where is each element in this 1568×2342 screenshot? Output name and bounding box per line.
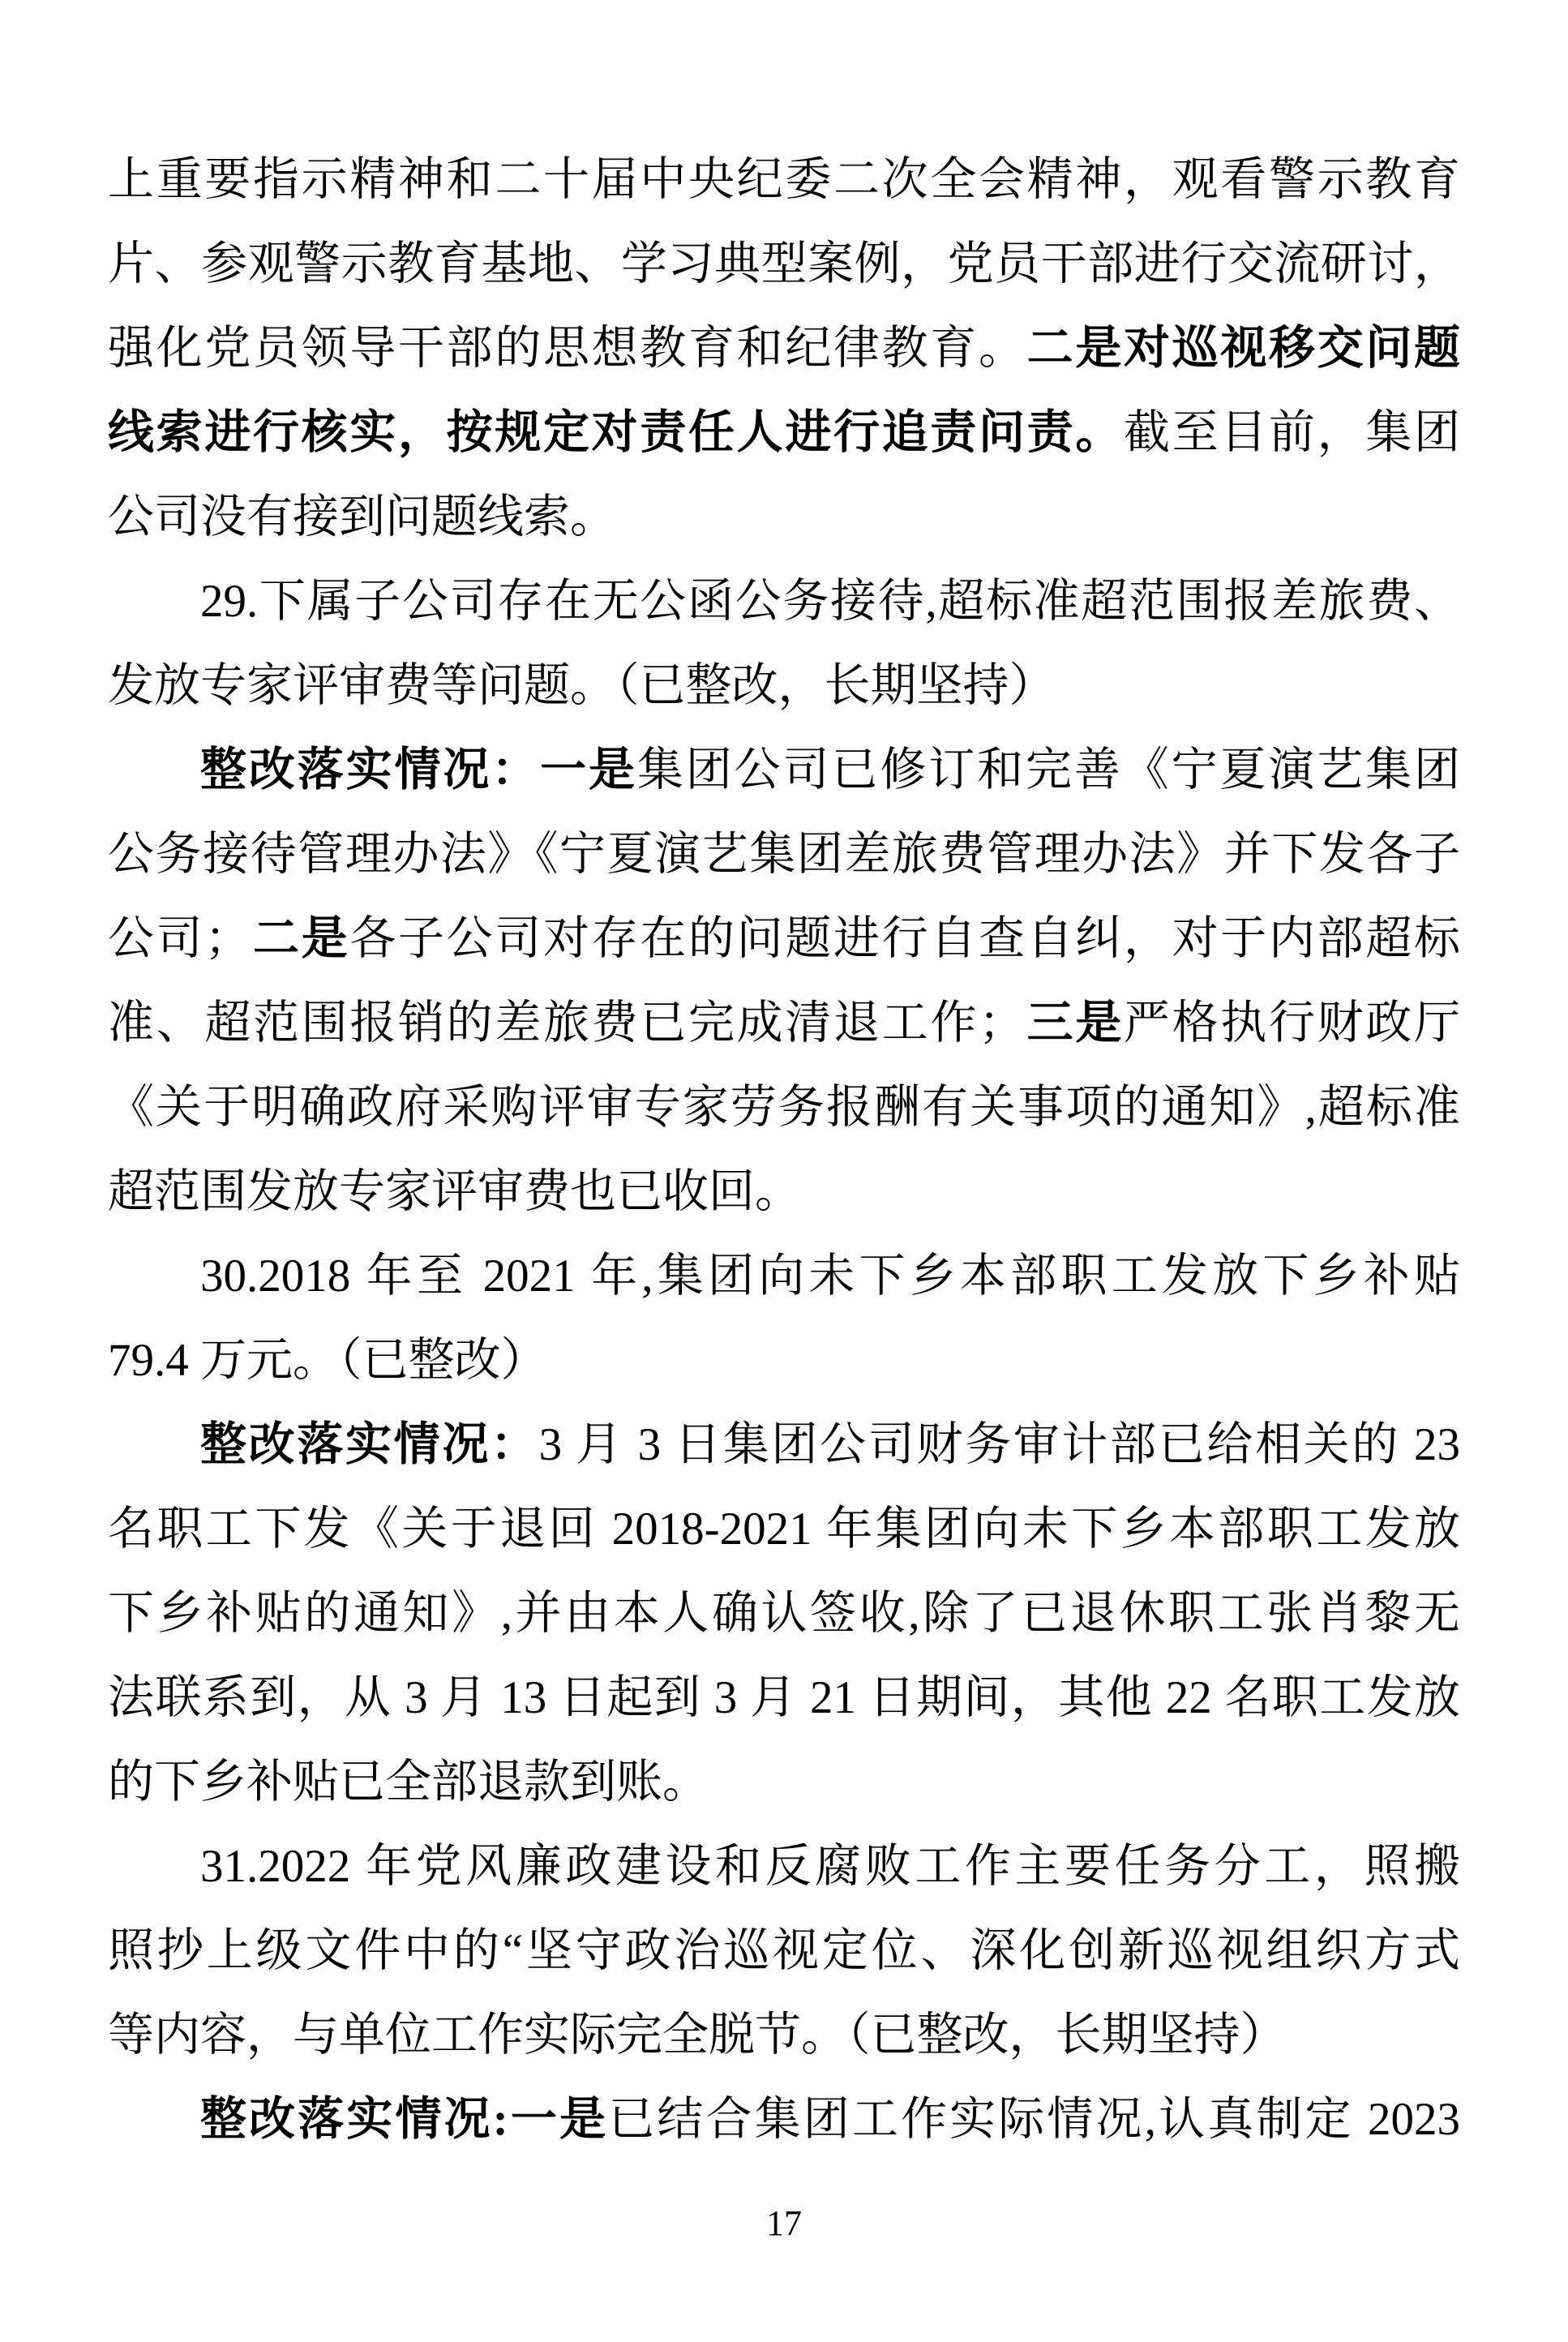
text-segment: 照抄上级文件中的“坚守政治巡视定位、深化创新巡视组织方式	[108, 1925, 1460, 1976]
text-segment: 79.4 万元。（已整改）	[108, 1335, 547, 1386]
text-segment: 上重要指示精神和二十届中央纪委二次全会精神，观看警示教育	[108, 154, 1460, 205]
text-segment-bold: 二是	[251, 913, 350, 964]
text-segment: 强化党员领导干部的思想教育和纪律教育。	[108, 323, 1027, 374]
text-segment: 集团公司已修订和完善《宁夏演艺集团	[636, 744, 1461, 796]
text-line-rectification	[108, 728, 1460, 813]
text-line	[108, 813, 1460, 897]
text-segment: 等内容，与单位工作实际完全脱节。（已整改，长期坚持）	[108, 2010, 1287, 2061]
text-segment-bold: 整改落实情况：	[200, 1419, 539, 1470]
text-segment: 公司没有接到问题线索。	[108, 491, 616, 543]
text-line	[108, 307, 1460, 391]
text-segment: 的下乡补贴已全部退款到账。	[108, 1756, 709, 1808]
text-line	[108, 981, 1460, 1066]
text-line-rectification	[108, 2078, 1460, 2162]
text-segment: 3 月 3 日集团公司财务审计部已给相关的 23	[538, 1419, 1461, 1470]
text-segment: 截至目前，集团	[1124, 407, 1460, 458]
text-line-item-31	[108, 1825, 1460, 1909]
text-segment: 名职工下发《关于退回 2018-2021 年集团向未下乡本部职工发放	[108, 1503, 1460, 1555]
text-segment-bold: 线索进行核实，按规定对责任人进行追责问责。	[108, 407, 1124, 458]
text-line-rectification	[108, 1403, 1460, 1487]
text-line	[108, 1993, 1460, 2078]
text-line-item-30	[108, 1234, 1460, 1319]
text-segment: 超范围发放专家评审费也已收回。	[108, 1166, 801, 1217]
text-segment: 30.2018 年至 2021 年,集团向未下乡本部职工发放下乡补贴	[200, 1250, 1460, 1302]
text-line	[108, 1487, 1460, 1572]
text-segment-bold: 整改落实情况:一是	[200, 2094, 609, 2145]
text-segment: 公司；	[108, 913, 251, 964]
text-segment: 31.2022 年党风廉政建设和反腐败工作主要任务分工，照搬	[200, 1841, 1460, 1892]
text-line-item-29	[108, 560, 1460, 644]
text-segment: 29.下属子公司存在无公函公务接待,超标准超范围报差旅费、	[200, 576, 1460, 627]
text-segment-bold: 三是	[1025, 997, 1124, 1049]
text-line	[108, 1656, 1460, 1740]
text-line	[108, 475, 1460, 560]
text-segment-bold: 二是对巡视移交问题	[1026, 323, 1461, 374]
text-segment: 已结合集团工作实际情况,认真制定 2023	[608, 2094, 1461, 2145]
text-line	[108, 391, 1460, 475]
text-segment: 发放专家评审费等问题。（已整改，长期坚持）	[108, 660, 1056, 711]
text-segment: 片、参观警示教育基地、学习典型案例，党员干部进行交流研讨，	[108, 238, 1460, 290]
text-segment: 法联系到，从 3 月 13 日起到 3 月 21 日期间，其他 22 名职工发放	[108, 1672, 1460, 1723]
text-segment: 《关于明确政府采购评审专家劳务报酬有关事项的通知》,超标准	[108, 1082, 1460, 1133]
text-line	[108, 222, 1460, 307]
text-line	[108, 1150, 1460, 1234]
text-segment: 各子公司对存在的问题进行自查自纠，对于内部超标	[349, 913, 1461, 964]
text-line	[108, 1066, 1460, 1150]
text-segment: 下乡补贴的通知》,并由本人确认签收,除了已退休职工张肖黎无	[108, 1588, 1460, 1639]
document-body	[108, 138, 1460, 2162]
text-line	[108, 897, 1460, 981]
page-number: 17	[766, 2203, 802, 2243]
text-line	[108, 138, 1460, 222]
text-line	[108, 644, 1460, 728]
text-segment: 严格执行财政厅	[1124, 997, 1460, 1049]
text-line	[108, 1319, 1460, 1403]
text-segment-bold: 整改落实情况：一是	[200, 744, 637, 796]
text-segment: 准、超范围报销的差旅费已完成清退工作；	[108, 997, 1025, 1049]
text-line	[108, 1572, 1460, 1656]
text-line	[108, 1909, 1460, 1993]
text-line	[108, 1740, 1460, 1825]
text-segment: 公务接待管理办法》《宁夏演艺集团差旅费管理办法》并下发各子	[108, 829, 1460, 880]
